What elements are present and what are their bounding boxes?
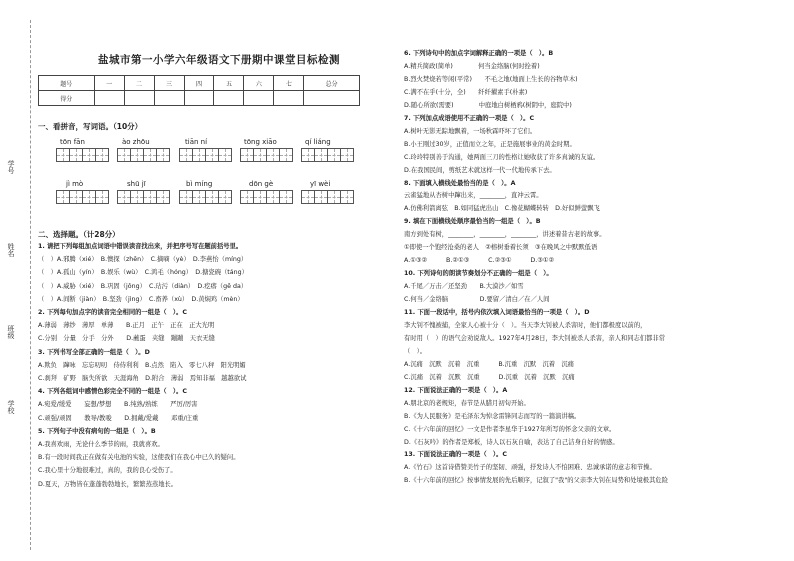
question-line: （ ）。 — [404, 347, 427, 355]
score-header: 五 — [214, 76, 244, 91]
pinyin-label: ào zhōu — [122, 138, 150, 146]
pinyin-label: tiān ní — [185, 138, 208, 146]
pinyin-label: qí liáng — [305, 138, 331, 146]
binding-line — [30, 20, 31, 550]
question-line: C.沉痛 沉着 沉默 沉重 D.沉重 沉着 沉默 沉痛 — [404, 373, 575, 381]
question-line: A.薄弱 薄纱 薄厚 单薄 B.正月 正午 正在 正大光明 — [38, 322, 215, 330]
question-line: 李大钊不愧被捕，全家人心被十分（ ）。当天李大钊被人杀害时，他们都极度以前的， — [404, 321, 647, 329]
question-line: A.精兵简政(简单) 何当金络脑(何时拴着) — [404, 62, 540, 70]
score-header: 四 — [184, 76, 214, 91]
question-line: C.满不在乎(十分，全) 纤纤擢素手(朴素) — [404, 88, 528, 96]
question-line: （ ）A.威胁（xié） B.巩固（jǒng） C.玷污（diàn） D.疙瘩（gē da） — [38, 282, 248, 290]
question-line: A.宛爱/缓爱 妄想/梦想 B.纯熟/熟练 严厉/厉害 — [38, 401, 198, 409]
pinyin-label: tōng xiāo — [244, 138, 277, 146]
question-line: A.千尾／万击／还坚劲 B.大漠沙／如雪 — [404, 283, 524, 291]
question-line: 10. 下列诗句的朗读节奏划分不正确的一组是（ ）。 — [404, 270, 553, 278]
score-header: 二 — [124, 76, 154, 91]
score-header: 题号 — [39, 76, 95, 91]
question-line: 9. 填在下面横线处顺序最恰当的一组是（ ）。B — [404, 218, 541, 226]
question-line: D.夏天，万物皆在蓬蓬勃勃地长，繁繁蒸蒸地长。 — [38, 480, 178, 488]
question-line: A.欺负 蹿咏 忘忘叨叨 侍侍利利 B.点然 陷入 零七八秤 阳光明媚 — [38, 361, 246, 369]
question-line: ①即使一个饱经沧桑的老人 ②榕树垂着长须 ③在晚风之中默默低语 — [404, 244, 598, 252]
question-line: C.我心里十分地很难过，真的，我的良心受伤了。 — [38, 467, 177, 475]
question-line: D.在我国民间，剪纸艺术就这样一代一代地传承下去。 — [404, 166, 556, 174]
question-line: 6. 下列诗句中的加点字词解释正确的一项是（ ）。B — [404, 50, 554, 57]
score-cell[interactable] — [154, 91, 184, 106]
question-line: C.刹拜 矿野 脑失所欲 天涯海角 D.附合 薄弱 焉知非福 越越欲试 — [38, 375, 247, 382]
question-line: C.玲玲特别善于沟通，她两面三刀的性格让她收获了许多真诚的友谊。 — [404, 153, 600, 161]
question-line: A.仿佛利箭离弦 B.如同猛虎出山 C.像花蝴蝶转转 D.好似鲜萤飘飞 — [404, 205, 600, 213]
question-line: 8. 下面填入横线处最恰当的是（ ）。A — [404, 179, 516, 187]
question-line: 11. 下面一段话中，括号内依次填入词语最恰当的一项是（ ）。D — [404, 309, 590, 316]
question-line: C.《十六年前的回忆》一文是作者李星华于1927年所写的怀念父亲的文章。 — [404, 425, 616, 433]
question-line: B.烈火焚烧若等闲(平常) 不毛之地(地面上生长的谷物草木) — [404, 75, 578, 83]
question-line: （ ）A.间断（jiàn） B.坚劲（jìng） C.畜养（xù） D.黄焖鸡（mèn） — [38, 295, 244, 303]
question-line: C.顽强/顽固 教导/教唆 D.拥戴/爱戴 邓重/庄重 — [38, 414, 199, 422]
pinyin-label: bì míng — [186, 180, 213, 188]
question-line: D.《石灰吟》的作者是郑板，诗人以石灰自喻，表达了自己洁身自好的情感。 — [404, 438, 619, 446]
question-line: B.《为人民服务》是毛泽东为悼念雷锋同志而写的一篇演讲稿。 — [404, 412, 581, 420]
char-grid[interactable] — [118, 148, 170, 162]
question-line: 3. 下列书写全部正确的一组是（ ）。D — [38, 348, 150, 356]
score-header: 六 — [244, 76, 274, 91]
score-cell[interactable] — [94, 91, 124, 106]
score-header: 总分 — [304, 76, 360, 91]
score-cell[interactable] — [184, 91, 214, 106]
question-line: B.小王刚过30岁，正值而立之年，正是施展事业的黄金时期。 — [404, 140, 576, 148]
question-line: 1. 请把下列每组加点词语中错误读音找出来，并把序号写在题前括号里。 — [38, 243, 243, 250]
char-grid[interactable] — [180, 190, 232, 204]
score-header: 七 — [274, 76, 304, 91]
sidebar-class: 班级 — [7, 325, 15, 339]
question-line: （ ）A.邪腾（xié） B.懊探（zhēn） C.摘嘀（yè） D.李燕怡（míng） — [38, 256, 248, 264]
question-line: 2. 下列每句加点字的读音完全相同的一组是（ ）。C — [38, 309, 187, 316]
score-cell[interactable] — [304, 91, 360, 106]
sidebar-name: 姓名 — [7, 243, 15, 257]
section2-heading: 二、选择题。（计28分） — [38, 230, 120, 239]
char-grid[interactable] — [241, 190, 293, 204]
sidebar-school: 学校 — [7, 400, 15, 414]
question-line: 13. 下面说法正确的一项是（ ）。C — [404, 451, 507, 459]
char-grid[interactable] — [118, 190, 170, 204]
question-line: （ ）A.孤山（yín） B.娱乐（wù） C.鸿毛（hóng） D.搪瓷碗（táng） — [38, 269, 248, 277]
score-table — [38, 75, 360, 106]
score-cell[interactable] — [244, 91, 274, 106]
pinyin-label: tōn fān — [60, 138, 85, 146]
char-grid[interactable] — [180, 148, 232, 162]
question-line: 12. 下面说法正确的一项是（ ）。A — [404, 386, 508, 394]
question-line: 云雀猛地从杏树中蹿出来，________，直冲云霄。 — [404, 192, 543, 200]
question-line: 4. 下列各组词中感情色彩完全不同的一组是（ ）。C — [38, 388, 187, 396]
question-line: A.我喜欢雨，无论什么季节的雨，我就喜欢。 — [38, 441, 164, 448]
score-row-label: 得分 — [39, 91, 95, 106]
char-grid[interactable] — [241, 148, 293, 162]
question-line: A.①③② B.②①③ C.②③① D.③①② — [404, 257, 555, 265]
char-grid[interactable] — [57, 190, 109, 204]
pinyin-label: dōn gè — [249, 180, 274, 188]
char-grid[interactable] — [302, 148, 354, 162]
question-line: B.有一段时间我正在做有关电池的实验，这使我们在我心中已久的疑问。 — [38, 454, 240, 462]
score-cell[interactable] — [214, 91, 244, 106]
pinyin-label: shū jī — [127, 180, 146, 188]
pinyin-label: jì mò — [66, 180, 84, 188]
score-header: 三 — [154, 76, 184, 91]
question-line: A.沉痛 沉默 沉着 沉重 B.沉重 沉默 沉着 沉痛 — [404, 360, 574, 368]
score-cell[interactable] — [124, 91, 154, 106]
question-line: D.随心所欲(需要) 中庭地白树栖鸦(树阴中，庭院中) — [404, 101, 572, 109]
question-line: A.朋北京的老规矩，春节是从腊月初旬开始。 — [404, 399, 530, 407]
sidebar-student-id: 学号 — [7, 160, 15, 174]
exam-title: 盐城市第一小学六年级语文下册期中课堂目标检测 — [98, 54, 340, 66]
question-line: C.分别 分量 分手 分外 D.蘸蛋 夹缝 蹦蹦 天衣无缝 — [38, 335, 215, 343]
question-line: 5. 下列句子中没有病句的一组是（ ）。B — [38, 427, 156, 435]
pinyin-label: yī wèi — [310, 180, 331, 188]
score-header: 一 — [94, 76, 124, 91]
question-line: 有时用（ ）的语气会劝说敌人。1927年4月28日，李大钊被杀人杀害，亲人和同志们都非常 — [404, 334, 666, 342]
score-cell[interactable] — [274, 91, 304, 106]
char-grid[interactable] — [302, 190, 354, 204]
char-grid[interactable] — [57, 148, 109, 162]
question-line: 7. 下列加点成语使用不正确的一项是（ ）。C — [404, 114, 535, 122]
section1-heading: 一、看拼音，写词语。（10分） — [38, 122, 143, 131]
question-line: A.树叶无影无踪地飘着，一场秋霖吓坏了它们。 — [404, 127, 537, 135]
question-line: B.《十六年前的回忆》按事情发展的先后顺序，记叙了"我"的父亲李大钊在局势和处境极其危险 — [404, 477, 668, 485]
question-line: 南方到处有树，________，________，________，讲述着昔古老的故事。 — [404, 231, 606, 239]
question-line: A.《竹石》这首诗借赞美竹子的坚韧、顽强，抒发诗人不怕困难、忠诚承诺的意志和节操。 — [404, 464, 656, 472]
question-line: C.何当／金络脑 D.要留／清白／在／人间 — [404, 296, 550, 304]
